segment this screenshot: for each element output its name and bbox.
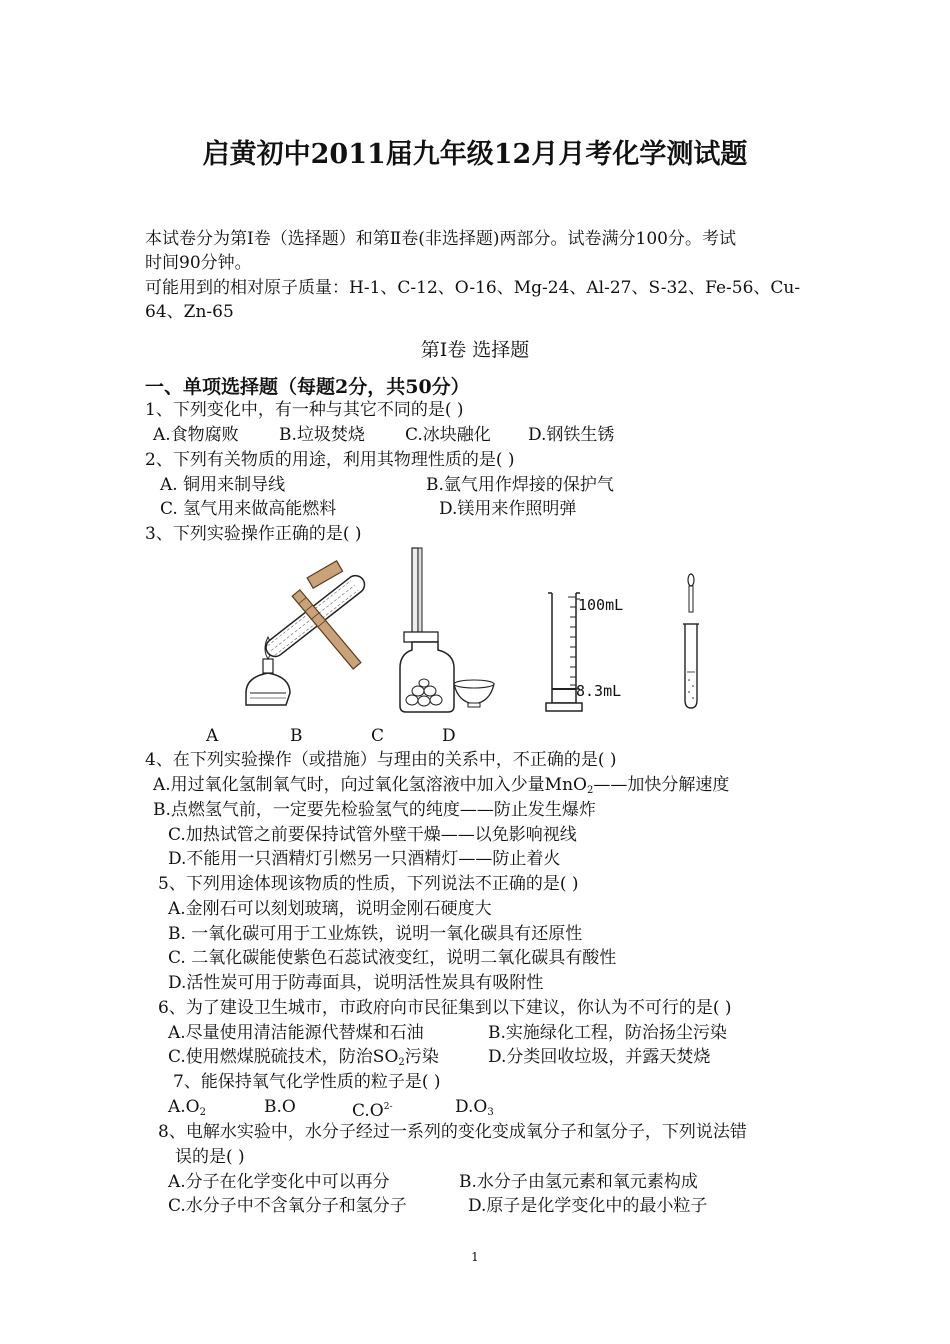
q3-label-c: C [371, 726, 385, 746]
q3-label-d: D [442, 726, 456, 746]
q7-option-b: B.O [264, 1097, 296, 1117]
q7-option-c: $C.O^{2-}$ [352, 1101, 393, 1121]
intro-line-2: 时间90分钟。 [145, 253, 252, 273]
q1-stem: 1、下列变化中，有一种与其它不同的是( ) [145, 400, 464, 420]
q5-option-c: C. 二氧化碳能使紫色石蕊试液变红，说明二氧化碳具有酸性 [168, 948, 617, 968]
page-number: 1 [471, 1250, 479, 1264]
q1-option-a: A.食物腐败 [153, 425, 239, 445]
q1-option-d: D.钢铁生锈 [528, 425, 615, 445]
q1-option-b: B.垃圾焚烧 [279, 425, 365, 445]
q3-label-b: B [290, 726, 303, 746]
q2-option-a: A. 铜用来制导线 [160, 475, 286, 495]
q4-option-d: D.不能用一只酒精灯引燃另一只酒精灯——防止着火 [168, 849, 561, 869]
q8-stem-line-1: 8、电解水实验中，水分子经过一系列的变化变成氧分子和氢分子，下列说法错 [158, 1122, 747, 1142]
q1-option-c: C.冰块融化 [405, 425, 491, 445]
page-title: 启黄初中2011届九年级12月月考化学测试题 [202, 139, 748, 170]
q3-cylinder-top-label: 100mL [578, 596, 624, 614]
q8-stem-line-2: 误的是( ) [175, 1147, 245, 1167]
intro-line-1: 本试卷分为第Ⅰ卷（选择题）和第Ⅱ卷(非选择题)两部分。试卷满分100分。考试 [145, 229, 736, 249]
q3-stem: 3、下列实验操作正确的是( ) [145, 524, 362, 544]
q6-option-c: C.使用燃煤脱硫技术，防治$SO_2$污染 [168, 1047, 439, 1068]
q5-option-d: D.活性炭可用于防毒面具，说明活性炭具有吸附性 [168, 973, 544, 993]
q8-option-d: D.原子是化学变化中的最小粒子 [468, 1196, 708, 1216]
q7-option-a: $A.O_2$ [168, 1097, 206, 1118]
q7-stem: 7、能保持氧气化学性质的粒子是( ) [173, 1072, 441, 1092]
q3-figure-a-heating-illustration [238, 555, 388, 715]
q4-option-c: C.加热试管之前要保持试管外壁干燥——以免影响视线 [168, 825, 577, 845]
q8-option-a: A.分子在化学变化中可以再分 [168, 1172, 390, 1192]
q4-stem: 4、在下列实验操作（或措施）与理由的关系中，不正确的是( ) [145, 750, 617, 770]
q5-option-b: B. 一氧化碳可用于工业炼铁，说明一氧化碳具有还原性 [168, 924, 583, 944]
q8-option-c: C.水分子中不含氧分子和氢分子 [168, 1196, 407, 1216]
q4-option-b: B.点燃氢气前，一定要先检验氢气的纯度——防止发生爆炸 [153, 800, 596, 820]
q3-figure-b-bottle-illustration [398, 546, 498, 716]
q2-option-b: B.氩气用作焊接的保护气 [426, 475, 614, 495]
q4-option-a: A.用过氧化氢制氧气时，向过氧化氢溶液中加入少量MnO$_2$——加快分解速度 [153, 775, 730, 796]
q6-option-b: B.实施绿化工程，防治扬尘污染 [488, 1023, 727, 1043]
part1-heading: 第Ⅰ卷 选择题 [420, 339, 530, 361]
q6-option-d: D.分类回收垃圾，并露天焚烧 [488, 1047, 711, 1067]
section1-heading: 一、单项选择题（每题2分，共50分） [145, 376, 470, 398]
q6-option-a: A.尽量使用清洁能源代替煤和石油 [168, 1023, 424, 1043]
q5-stem: 5、下列用途体现该物质的性质，下列说法不正确的是( ) [158, 874, 579, 894]
q3-figure-d-dropper-illustration [676, 572, 706, 712]
q2-option-c: C. 氢气用来做高能燃料 [160, 499, 337, 519]
q6-stem: 6、为了建设卫生城市，市政府向市民征集到以下建议，你认为不可行的是( ) [158, 998, 732, 1018]
intro-line-4: 64、Zn-65 [145, 302, 234, 322]
q8-option-b: B.水分子由氢元素和氧元素构成 [459, 1172, 698, 1192]
intro-line-3: 可能用到的相对原子质量：H-1、C-12、O-16、Mg-24、Al-27、S-32、Fe-56、Cu- [145, 278, 801, 298]
q3-label-a: A [206, 726, 219, 746]
q5-option-a: A.金刚石可以刻划玻璃，说明金刚石硬度大 [168, 899, 492, 919]
q3-cylinder-bottom-label: 8.3mL [576, 682, 622, 700]
q2-stem: 2、下列有关物质的用途，利用其物理性质的是( ) [145, 450, 515, 470]
q7-option-d: $D.O_3$ [455, 1097, 494, 1118]
q2-option-d: D.镁用来作照明弹 [439, 499, 577, 519]
